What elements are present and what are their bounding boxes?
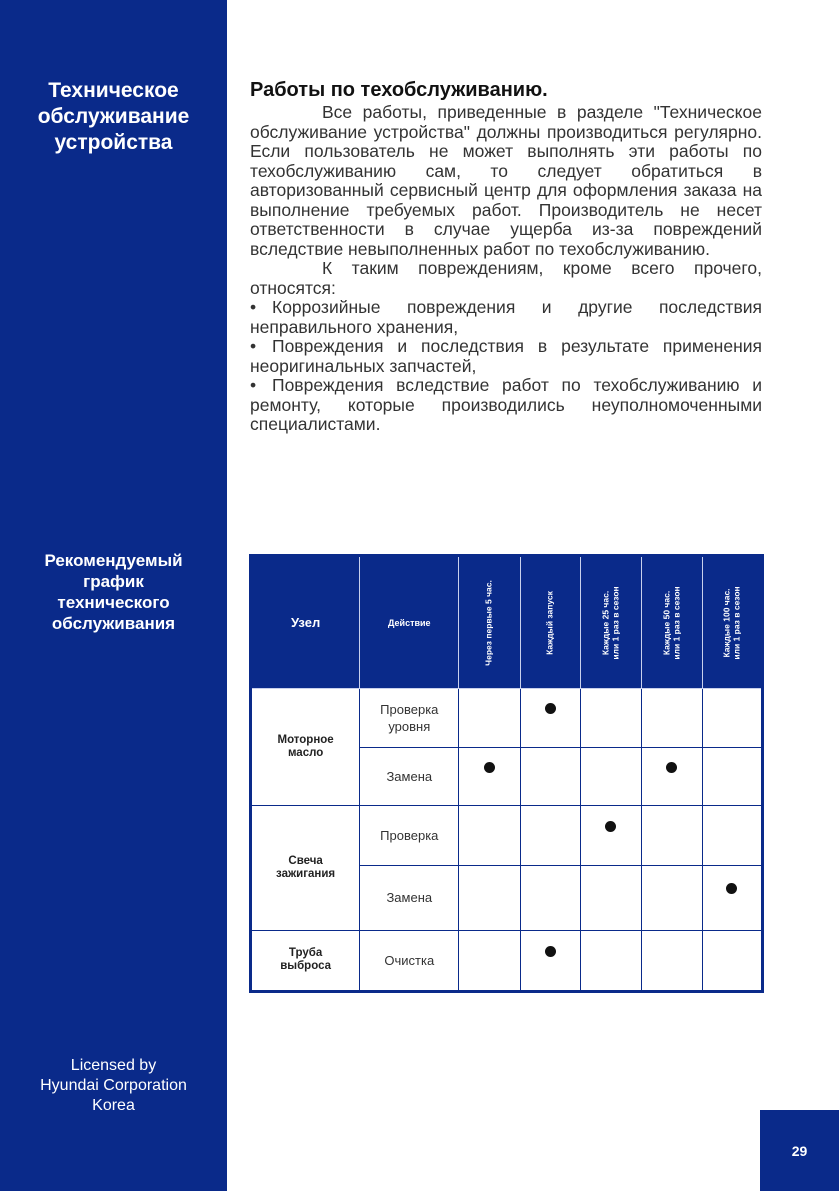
list-item: • Повреждения вследствие работ по техобслуживанию и ремонту, которые производились неуполномоченными специалистами. xyxy=(250,375,762,434)
list-item: • Коррозийные повреждения и другие последствия неправильного хранения, xyxy=(250,297,762,337)
schedule-cell xyxy=(459,747,520,805)
schedule-cell xyxy=(459,689,520,748)
schedule-cell xyxy=(520,689,580,748)
schedule-cell xyxy=(580,865,641,930)
schedule-cell xyxy=(702,930,762,991)
schedule-cell xyxy=(702,865,762,930)
header-every-50h: Каждые 50 час. или 1 раз в сезон xyxy=(641,556,702,689)
table-row xyxy=(251,930,763,991)
schedule-cell xyxy=(580,805,641,865)
sidebar xyxy=(0,0,227,1191)
schedule-cell xyxy=(702,689,762,748)
list-item: • Повреждения и последствия в результате применения неоригинальных запчастей, xyxy=(250,336,762,376)
node-exhaust-pipe: Труба выброса xyxy=(251,930,360,991)
page-number: 29 xyxy=(760,1110,839,1191)
schedule-cell xyxy=(641,689,702,748)
header-every-100h: Каждые 100 час. или 1 раз в сезон xyxy=(702,556,762,689)
bullet-icon: • xyxy=(250,375,257,395)
header-every-25h: Каждые 25 час. или 1 раз в сезон xyxy=(580,556,641,689)
node-spark-plug: Свеча зажигания xyxy=(251,805,360,930)
page-heading: Работы по техобслуживанию. xyxy=(250,79,548,101)
damage-list xyxy=(250,298,762,435)
schedule-cell xyxy=(459,865,520,930)
schedule-dot-icon xyxy=(605,821,616,832)
schedule-cell xyxy=(702,805,762,865)
table-header-row xyxy=(251,556,763,689)
paragraph: Все работы, приведенные в разделе "Техническое обслуживание устройства" должны производиться регулярно. Если пользователь не может выполнять эти работы по техобслуживанию сам, то следует обратиться в авторизованный сервисный центр для оформления заказа на выполнение требуемых работ. Производитель не несет ответственности в случае ущерба из-за повреждений вследствие невыполненных работ по техобслуживанию. xyxy=(250,102,762,259)
bullet-icon: • xyxy=(250,336,257,356)
header-first-5h: Через первые 5 час. xyxy=(459,556,520,689)
section-title-schedule: Рекомендуемый график технического обслуживания xyxy=(44,551,183,633)
schedule-cell xyxy=(641,747,702,805)
bullet-icon: • xyxy=(250,297,257,317)
schedule-cell xyxy=(702,747,762,805)
header-action: Действие xyxy=(360,556,459,689)
action-cell: Замена xyxy=(360,747,459,805)
schedule-cell xyxy=(641,865,702,930)
table-row xyxy=(251,689,763,748)
action-cell: Проверка уровня xyxy=(360,689,459,748)
main-text xyxy=(250,78,762,435)
license-text: Licensed by Hyundai Corporation Korea xyxy=(40,1057,187,1114)
schedule-cell xyxy=(520,930,580,991)
schedule-cell xyxy=(459,805,520,865)
schedule-cell xyxy=(520,865,580,930)
node-engine-oil: Моторное масло xyxy=(251,689,360,806)
header-node: Узел xyxy=(251,556,360,689)
table-row xyxy=(251,805,763,865)
schedule-dot-icon xyxy=(545,703,556,714)
schedule-dot-icon xyxy=(726,883,737,894)
schedule-dot-icon xyxy=(545,946,556,957)
section-title-maintenance: Техническое обслуживание устройства xyxy=(37,79,190,154)
schedule-cell xyxy=(520,805,580,865)
schedule-cell xyxy=(520,747,580,805)
schedule-cell xyxy=(580,747,641,805)
action-cell: Проверка xyxy=(360,805,459,865)
schedule-cell xyxy=(580,930,641,991)
schedule-cell xyxy=(580,689,641,748)
schedule-dot-icon xyxy=(666,762,677,773)
action-cell: Очистка xyxy=(360,930,459,991)
schedule-cell xyxy=(641,930,702,991)
schedule-dot-icon xyxy=(484,762,495,773)
paragraph: К таким повреждениям, кроме всего прочего, относятся: xyxy=(250,258,762,298)
action-cell: Замена xyxy=(360,865,459,930)
schedule-cell xyxy=(641,805,702,865)
header-each-start: Каждый запуск xyxy=(520,556,580,689)
maintenance-schedule-table xyxy=(249,554,764,993)
schedule-cell xyxy=(459,930,520,991)
